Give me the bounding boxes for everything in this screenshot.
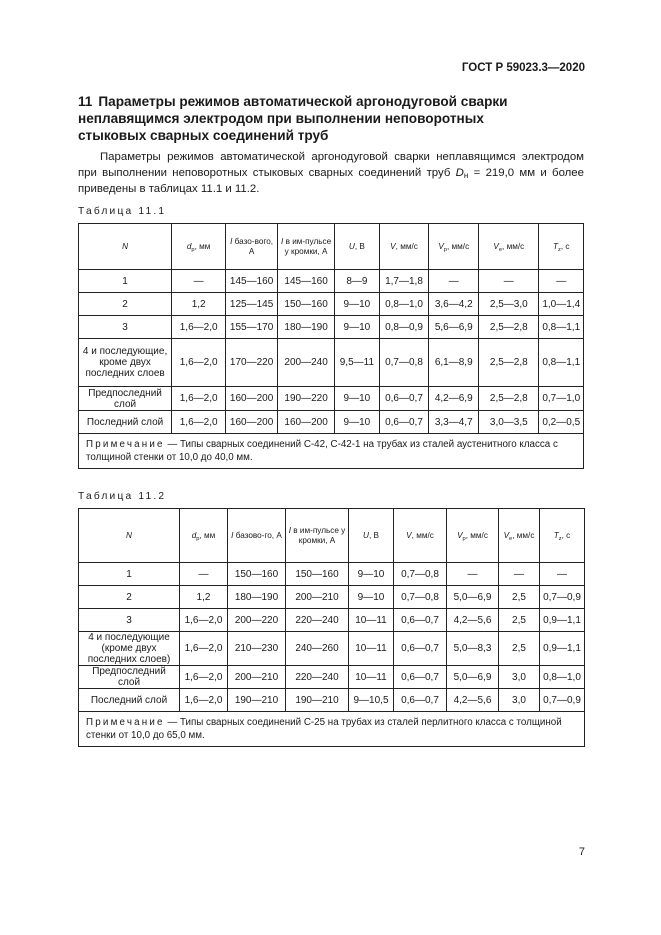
cell: 200—210 — [228, 666, 286, 689]
intro-text-part2: = 219,0 мм и более приведены в таблицах 11.1 и 11.2. — [78, 167, 584, 195]
cell: 0,7—0,9 — [540, 689, 585, 712]
cell: 4,2—5,6 — [447, 689, 499, 712]
cell: 1,6—2,0 — [180, 609, 228, 632]
cell: 150—160 — [286, 563, 349, 586]
table2-caption: Таблица 11.2 — [78, 491, 167, 502]
intro-text-part1: Параметры режимов автоматической аргонодуговой сварки неплавящимся электродом при выполнении неповоротных стыковых сварных соединений труб — [78, 151, 584, 179]
cell: 160—200 — [226, 411, 278, 434]
cell: 0,8—1,0 — [379, 293, 429, 316]
cell: 1,6—2,0 — [180, 632, 228, 666]
cell: 145—160 — [226, 270, 278, 293]
cell: 1,6—2,0 — [172, 339, 226, 387]
cell: 200—240 — [278, 339, 335, 387]
cell: 8—9 — [335, 270, 379, 293]
section-number: 11 — [78, 94, 93, 109]
cell: 2 — [79, 293, 172, 316]
cell: 0,8—1,0 — [540, 666, 585, 689]
cell: 0,9—1,1 — [540, 609, 585, 632]
col-i-base: I базово-го, А — [228, 509, 286, 563]
cell: Последний слой — [79, 689, 180, 712]
cell: 0,7—0,8 — [394, 563, 447, 586]
col-n: N — [79, 224, 172, 270]
table-row — [79, 387, 584, 411]
cell: 9—10 — [335, 316, 379, 339]
col-vp: $V_р$, мм/с — [429, 224, 479, 270]
cell: 2,5—3,0 — [479, 293, 539, 316]
cell: 3,0 — [499, 666, 540, 689]
page-number: 7 — [578, 846, 585, 858]
col-i-pulse: I в им-пульсе у кромки, А — [286, 509, 349, 563]
cell: — — [172, 270, 226, 293]
cell: 2,5 — [499, 632, 540, 666]
cell: Предпоследний слой — [79, 666, 180, 689]
cell: Предпоследний слой — [79, 387, 172, 411]
cell: 0,7—0,9 — [540, 586, 585, 609]
table-row — [79, 411, 584, 434]
col-vp: $V_р$, мм/с — [447, 509, 499, 563]
note-text: — Типы сварных соединений С-42, С-42-1 на трубах из сталей аустенитного класса с толщиной стенки от 10,0 до 40,0 мм. — [86, 439, 558, 463]
cell: 1,6—2,0 — [172, 387, 226, 411]
cell: 9—10 — [335, 411, 379, 434]
note-label: Примечание — [86, 439, 165, 450]
cell: 160—200 — [278, 411, 335, 434]
cell: 3 — [79, 609, 180, 632]
table1-caption: Таблица 11.1 — [78, 206, 167, 217]
cell: 6,1—8,9 — [429, 339, 479, 387]
cell: 0,2—0,5 — [539, 411, 584, 434]
cell: 220—240 — [286, 666, 349, 689]
cell: 4 и последующие, кроме двух последних слоев — [79, 339, 172, 387]
cell: 180—190 — [228, 586, 286, 609]
table2-note-row — [79, 712, 585, 747]
cell: 10—11 — [349, 666, 394, 689]
cell: 5,6—6,9 — [429, 316, 479, 339]
col-v: V, мм/с — [379, 224, 429, 270]
note-label: Примечание — [86, 717, 165, 728]
cell: 190—210 — [286, 689, 349, 712]
section-heading — [78, 93, 548, 144]
cell: 1 — [79, 563, 180, 586]
cell: 1,6—2,0 — [180, 666, 228, 689]
intro-var-d-sub: н — [463, 171, 469, 180]
table-row — [79, 339, 584, 387]
table-row — [79, 270, 584, 293]
cell: 4 и последующие (кроме двух последних слоев) — [79, 632, 180, 666]
col-dp: $d_p$, мм — [180, 509, 228, 563]
cell: 3,6—4,2 — [429, 293, 479, 316]
cell: 10—11 — [349, 609, 394, 632]
cell: 2 — [79, 586, 180, 609]
cell: 1,6—2,0 — [180, 689, 228, 712]
col-dp: $d_p$, мм — [172, 224, 226, 270]
cell: 0,7—0,8 — [379, 339, 429, 387]
intro-paragraph — [78, 149, 584, 197]
cell: Последний слой — [79, 411, 172, 434]
cell: 240—260 — [286, 632, 349, 666]
col-u: U, В — [349, 509, 394, 563]
cell: 0,6—0,7 — [394, 689, 447, 712]
cell: 145—160 — [278, 270, 335, 293]
col-n: N — [79, 509, 180, 563]
section-title: Параметры режимов автоматической аргонодуговой сварки неплавящимся электродом при выполнении неповоротных стыковых сварных соединений труб — [78, 94, 508, 143]
cell: 4,2—5,6 — [447, 609, 499, 632]
cell: 3,3—4,7 — [429, 411, 479, 434]
cell: 1,6—2,0 — [172, 316, 226, 339]
table2 — [78, 508, 585, 747]
standard-code: ГОСТ Р 59023.3—2020 — [461, 62, 585, 74]
cell: 150—160 — [278, 293, 335, 316]
cell: — — [539, 270, 584, 293]
cell: 0,7—0,8 — [394, 586, 447, 609]
cell: 1,2 — [180, 586, 228, 609]
cell: 0,8—0,9 — [379, 316, 429, 339]
cell: 9—10 — [349, 586, 394, 609]
cell: 1,6—2,0 — [172, 411, 226, 434]
note-text: — Типы сварных соединений С-25 на трубах из сталей перлитного класса с толщиной стенки от 10,0 до 65,0 мм. — [86, 717, 562, 741]
cell: 3 — [79, 316, 172, 339]
table1 — [78, 223, 584, 469]
cell: 220—240 — [286, 609, 349, 632]
table-row — [79, 563, 585, 586]
cell: — — [540, 563, 585, 586]
cell: 150—160 — [228, 563, 286, 586]
col-ve: $V_e$, мм/с — [479, 224, 539, 270]
cell: 0,8—1,1 — [539, 339, 584, 387]
table-row — [79, 666, 585, 689]
cell: 9—10,5 — [349, 689, 394, 712]
cell: 2,5—2,8 — [479, 339, 539, 387]
col-i-pulse: I в им-пульсе у кромки, А — [278, 224, 335, 270]
col-tz: $T_z$, с — [539, 224, 584, 270]
cell: — — [180, 563, 228, 586]
cell: 2,5 — [499, 586, 540, 609]
cell: 0,6—0,7 — [379, 411, 429, 434]
cell: 9—10 — [335, 387, 379, 411]
cell: 170—220 — [226, 339, 278, 387]
cell: 200—210 — [286, 586, 349, 609]
col-i-base: I базо-вого, А — [226, 224, 278, 270]
cell: 0,9—1,1 — [540, 632, 585, 666]
cell: 2,5—2,8 — [479, 387, 539, 411]
cell: 9—10 — [349, 563, 394, 586]
cell: 125—145 — [226, 293, 278, 316]
cell: 5,0—6,9 — [447, 586, 499, 609]
cell: 190—210 — [228, 689, 286, 712]
cell: 1,7—1,8 — [379, 270, 429, 293]
cell: 10—11 — [349, 632, 394, 666]
cell: 0,6—0,7 — [394, 632, 447, 666]
cell: 3,0—3,5 — [479, 411, 539, 434]
table1-note — [79, 434, 584, 469]
cell: 9,5—11 — [335, 339, 379, 387]
cell: 160—200 — [226, 387, 278, 411]
table1-note-row — [79, 434, 584, 469]
intro-var-d: D — [455, 167, 464, 179]
cell: 4,2—6,9 — [429, 387, 479, 411]
cell: — — [479, 270, 539, 293]
cell: 0,6—0,7 — [394, 666, 447, 689]
col-tz: $T_z$, с — [540, 509, 585, 563]
cell: 180—190 — [278, 316, 335, 339]
cell: 155—170 — [226, 316, 278, 339]
table-row — [79, 293, 584, 316]
col-ve: $V_e$, мм/с — [499, 509, 540, 563]
cell: 5,0—8,3 — [447, 632, 499, 666]
col-u: U, В — [335, 224, 379, 270]
cell: 1,0—1,4 — [539, 293, 584, 316]
table-row — [79, 316, 584, 339]
cell: — — [429, 270, 479, 293]
table2-note — [79, 712, 585, 747]
cell: — — [447, 563, 499, 586]
cell: 1 — [79, 270, 172, 293]
cell: 200—220 — [228, 609, 286, 632]
cell: 0,6—0,7 — [379, 387, 429, 411]
cell: 0,6—0,7 — [394, 609, 447, 632]
table-row — [79, 632, 585, 666]
cell: 210—230 — [228, 632, 286, 666]
cell: — — [499, 563, 540, 586]
table-row — [79, 586, 585, 609]
col-v: V, мм/с — [394, 509, 447, 563]
cell: 0,8—1,1 — [539, 316, 584, 339]
cell: 2,5—2,8 — [479, 316, 539, 339]
table-row — [79, 609, 585, 632]
cell: 5,0—6,9 — [447, 666, 499, 689]
table-row — [79, 689, 585, 712]
cell: 1,2 — [172, 293, 226, 316]
cell: 190—220 — [278, 387, 335, 411]
cell: 0,7—1,0 — [539, 387, 584, 411]
cell: 3,0 — [499, 689, 540, 712]
cell: 2,5 — [499, 609, 540, 632]
cell: 9—10 — [335, 293, 379, 316]
